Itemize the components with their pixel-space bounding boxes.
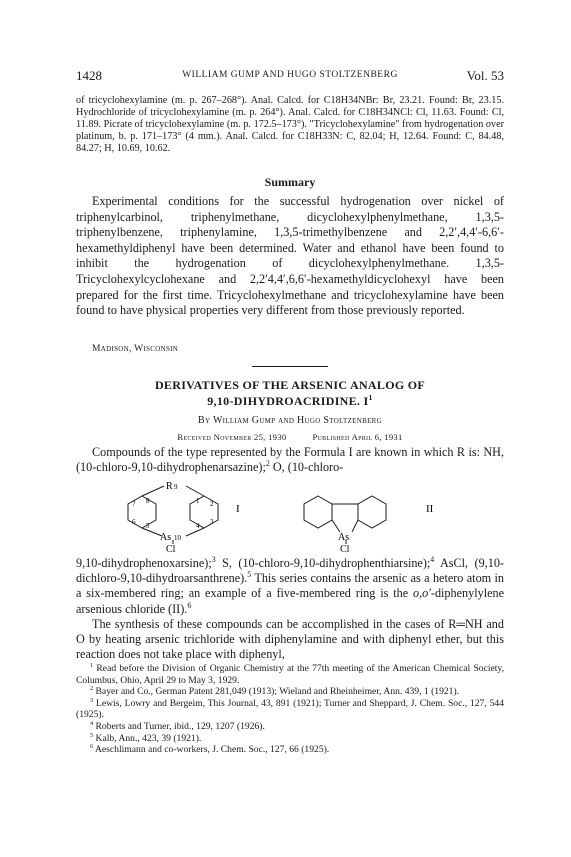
ring-number-3: 3 — [210, 518, 214, 526]
footnote-text: Kalb, Ann., 423, 39 (1921). — [95, 732, 202, 744]
formula-label-ii: II — [426, 503, 434, 515]
footnote-ref-1: 1 — [368, 393, 373, 402]
body-paragraph-3: The synthesis of these compounds can be accomplished in the cases of R═NH and O by heating arsenic trichloride with diphenylamine and with diphenyl ether, but this reaction does not take place with diphenyl, — [76, 617, 504, 662]
footnote-mark: 3 — [90, 696, 94, 704]
running-title: WILLIAM GUMP AND HUGO STOLTZENBERG — [182, 70, 398, 80]
paragraph2-text-b: S, (10-chloro-9,10-dihydrophenthiarsine); — [215, 556, 431, 570]
footnote-text: Aeschlimann and co-workers, J. Chem. Soc., 127, 66 (1925). — [95, 744, 330, 756]
arsenic-atom-1: As — [160, 532, 172, 543]
running-header — [76, 68, 504, 84]
footnote-2 — [76, 686, 504, 698]
footnote-3 — [76, 698, 504, 721]
paragraph2-text-c: AsCl, (9,10-dichloro-9,10-dihydroarsanthrene). — [76, 556, 504, 586]
footnote-6 — [76, 744, 504, 756]
summary-heading: Summary — [264, 175, 316, 189]
ring-number-7: 7 — [132, 500, 136, 508]
paragraph2-italic: o,o′ — [412, 586, 431, 601]
footnote-ref-2: 2 — [265, 459, 270, 469]
paragraph2-text-a: 9,10-dihydrophenoxarsine); — [76, 556, 212, 570]
date-line — [76, 432, 504, 442]
body-paragraph-1 — [76, 445, 504, 475]
footnote-text: Read before the Division of Organic Chemistry at the 77th meeting of the American Chemical Society, Columbus, Ohio, April 29 to May 3, 1929. — [76, 663, 504, 686]
ring-atom-r: R — [166, 481, 173, 492]
chlorine-atom-1: Cl — [166, 544, 176, 552]
ring-number-5: 5 — [146, 522, 150, 530]
article-title-line1: DERIVATIVES OF THE ARSENIC ANALOG OF — [154, 378, 426, 392]
ring-number-6: 6 — [132, 518, 136, 526]
footnote-ref-4: 4 — [430, 554, 435, 564]
ring-number-4: 4 — [196, 522, 200, 530]
page-number: 1428 — [76, 68, 102, 83]
footnote-mark: 4 — [90, 719, 94, 727]
published-date: Published April 6, 1931 — [312, 432, 403, 442]
experimental-continuation: of tricyclohexylamine (m. p. 267–268°). Anal. Calcd. for C18H34NBr: Br, 23.21. Found: Br, 23.15. Hydrochloride of tricyclohexylamine (m. p. 264°). Anal. Calcd. for C18H34NCl: Cl, 11.63. Found: Cl, 11.89. Picrate of tricyclohexylamine (m. p. 172.5–173°). "Tricyclohexylamine" from hydrogenation over platinum, b. p. 171–173° (4 mm.). Anal. Calcd. for C18H33N: C, 82.04; H, 12.64. Found: C, 84.48, 84.27; H, 10.69, 10.62. — [76, 95, 504, 155]
ring-atom-r-number: 9 — [174, 483, 178, 491]
footnote-mark: 1 — [90, 661, 94, 669]
paragraph1-text-b: O, (10-chloro- — [269, 460, 344, 475]
footnote-text: Roberts and Turner, ibid., 129, 1207 (1926). — [95, 720, 265, 732]
paragraph2-text-e: -diphenylylene arsenious chloride (II). — [76, 586, 504, 616]
paragraph2-text-d: This series contains the arsenic as a hetero atom in a six-membered ring; an example of a five-membered ring is the — [76, 571, 504, 601]
formula-label-i: I — [236, 503, 240, 515]
footnote-1 — [76, 663, 504, 686]
article-title-line2: 9,10-DIHYDROACRIDINE. I — [207, 394, 369, 408]
footnote-4 — [76, 721, 504, 733]
summary-text: Experimental conditions for the successful hydrogenation over nickel of triphenylcarbinol, triphenylmethane, dicyclohexylphenylmethane, 1,3,5-triphenylbenzene, triphenylamine, 1,3,5-trimethylbenzene and 2,2′,4,4′-6,6′-hexamethyldiphenyl have been determined. Water and ethanol have been found to inhibit the hydrogenation of dicyclohexylphenylmethane. 1,3,5-Tricyclohexylcyclohexane and 2,2′4,4′,6,6′-hexamethyldicyclohexyl have been prepared for the first time. Tricyclohexylmethane and tricyclohexylamine have been found to have physical properties very different from those previously reported. — [76, 194, 504, 318]
formula-1-structure — [128, 486, 218, 544]
structural-formulas — [76, 478, 504, 552]
footnote-ref-3: 3 — [211, 554, 216, 564]
arsenic-number-10: 10 — [174, 534, 181, 542]
footnote-mark: 6 — [90, 742, 94, 750]
footnote-mark: 2 — [90, 685, 94, 692]
article-title — [76, 377, 504, 409]
body-paragraph-2 — [76, 556, 504, 617]
arsenic-atom-2: As — [338, 532, 350, 543]
section-divider — [252, 366, 328, 367]
ring-number-1: 1 — [196, 497, 200, 505]
chlorine-atom-2: Cl — [340, 544, 350, 552]
footnote-ref-5: 5 — [247, 570, 252, 580]
footnote-ref-6: 6 — [187, 600, 192, 610]
footnote-text: Lewis, Lowry and Bergeim, This Journal, 43, 891 (1921); Turner and Sheppard, J. Chem. Soc., 127, 544 (1925). — [76, 697, 504, 721]
ring-number-8: 8 — [146, 497, 150, 505]
footnote-text: Bayer and Co., German Patent 281,049 (1913); Wieland and Rheinheimer, Ann. 439, 1 (1921). — [95, 686, 460, 698]
ring-number-2: 2 — [210, 500, 214, 508]
received-date: Received November 25, 1930 — [177, 432, 287, 442]
volume-label: Vol. 53 — [466, 68, 504, 83]
paragraph1-text-a: Compounds of the type represented by the Formula I are known in which R is: NH, (10-chloro-9,10-dihydrophenarsazine); — [76, 445, 504, 475]
location-line: Madison, Wisconsin — [92, 344, 179, 354]
footnote-mark: 5 — [90, 731, 94, 739]
footnotes — [76, 663, 504, 756]
author-byline: By William Gump and Hugo Stoltzenberg — [198, 415, 382, 426]
footnote-5 — [76, 733, 504, 745]
